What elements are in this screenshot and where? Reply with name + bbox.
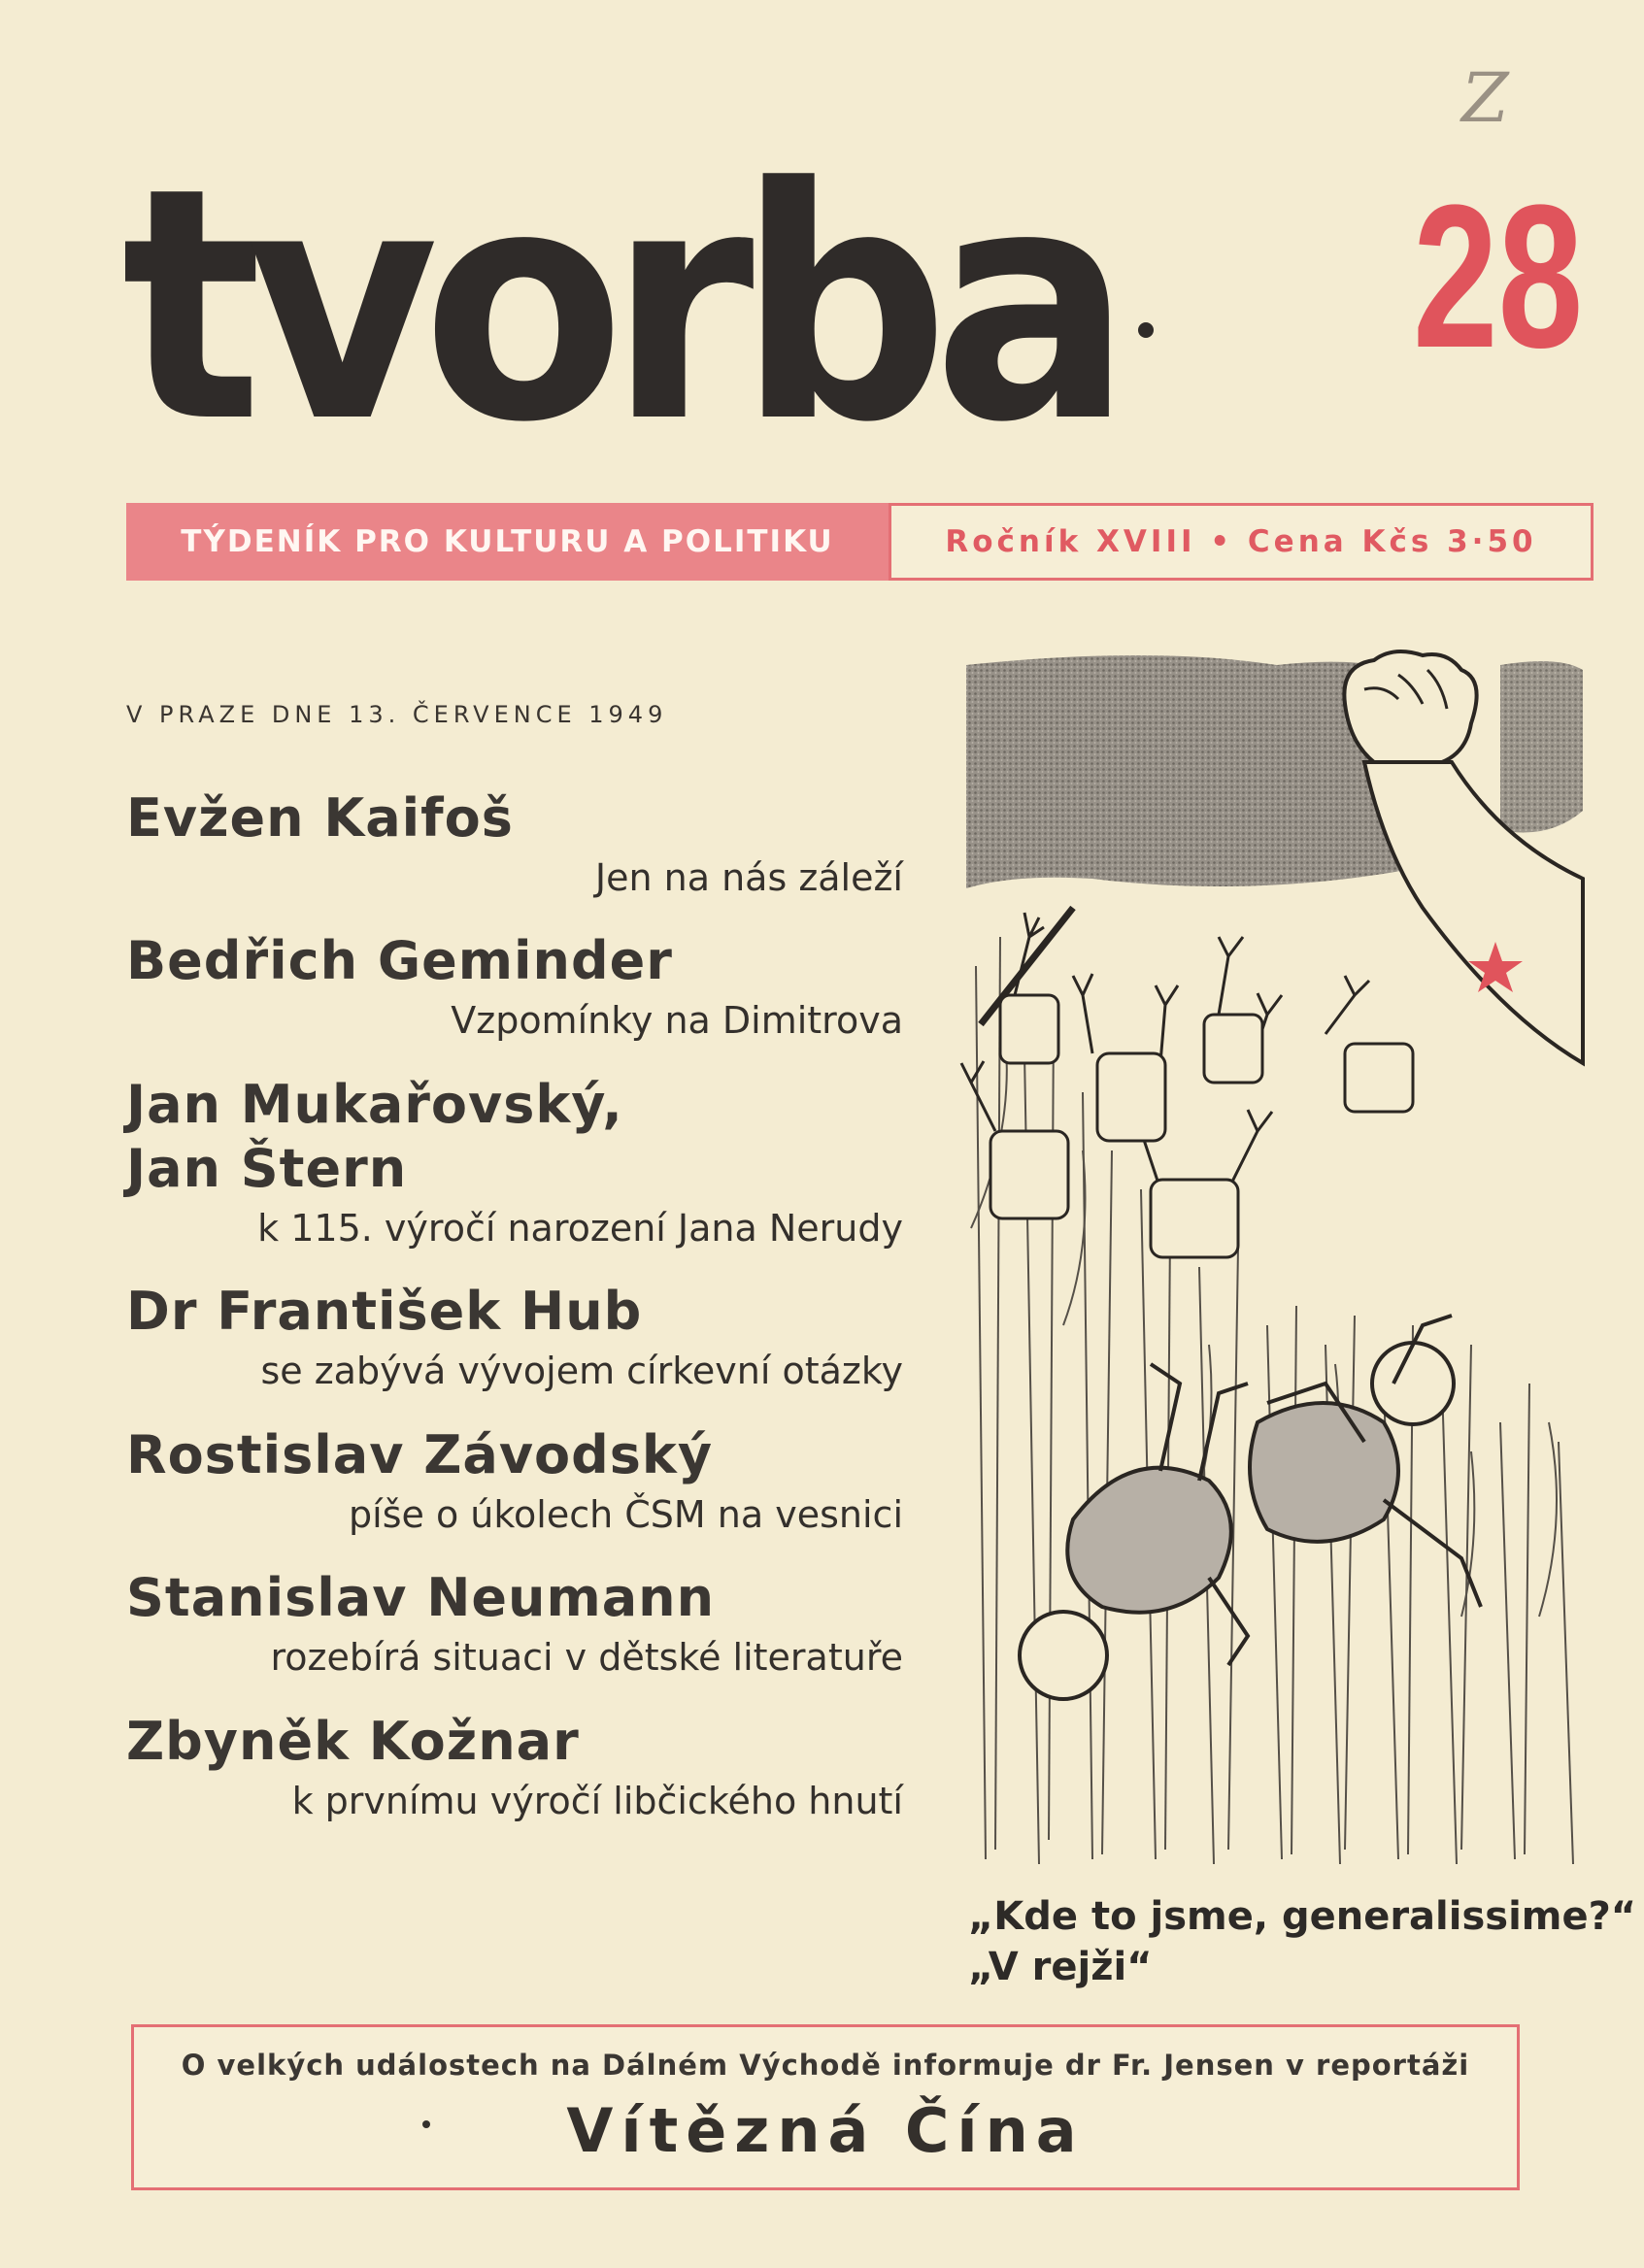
contents-list xyxy=(126,786,903,1852)
entry-author: Jan Mukařovský, Jan Štern xyxy=(126,1073,623,1199)
entry-author: Bedřich Geminder xyxy=(126,930,673,992)
caption-line-2: „V rejži“ xyxy=(968,1945,1153,1989)
entry-subtitle: se zabývá vývojem církevní otázky xyxy=(260,1350,903,1393)
volume-price: Ročník XVIII • Cena Kčs 3·50 xyxy=(889,503,1594,581)
strap-banner xyxy=(126,503,1588,581)
tagline: TÝDENÍK PRO KULTURU A POLITIKU xyxy=(126,503,889,581)
entry-author: Rostislav Závodský xyxy=(126,1423,714,1485)
masthead-title: tvorba xyxy=(121,119,1117,492)
entry-subtitle: píše o úkolech ČSM na vesnici xyxy=(349,1492,903,1536)
entry-subtitle: Vzpomínky na Dimitrova xyxy=(451,999,903,1043)
promo-bullet xyxy=(422,2120,430,2128)
entry-subtitle: Jen na nás záleží xyxy=(594,855,903,899)
contents-entry xyxy=(126,1073,903,1251)
contents-entry xyxy=(126,786,903,900)
promo-box xyxy=(131,2024,1520,2190)
masthead-dot xyxy=(1138,322,1154,338)
issue-number: 28 xyxy=(1413,162,1584,390)
entry-author: Evžen Kaifoš xyxy=(126,787,514,849)
contents-entry xyxy=(126,1566,903,1680)
dateline: V PRAZE DNE 13. ČERVENCE 1949 xyxy=(126,701,668,728)
entry-subtitle: k 115. výročí narození Jana Nerudy xyxy=(257,1206,903,1250)
entry-author: Zbyněk Kožnar xyxy=(126,1710,580,1772)
entry-subtitle: k prvnímu výročí libčického hnutí xyxy=(291,1779,903,1822)
contents-entry xyxy=(126,1423,903,1537)
contents-entry xyxy=(126,1280,903,1393)
promo-line: O velkých událostech na Dálném Východě informuje dr Fr. Jensen v reportáži xyxy=(181,2049,1470,2082)
promo-title: Vítězná Čína xyxy=(566,2095,1085,2166)
cartoon-caption xyxy=(968,1891,1637,1992)
entry-author: Stanislav Neumann xyxy=(126,1567,716,1629)
pencil-mark: Z xyxy=(1461,58,1509,138)
contents-entry xyxy=(126,1710,903,1823)
caption-line-1: „Kde to jsme, generalissime?“ xyxy=(968,1894,1637,1939)
entry-subtitle: rozebírá situaci v dětské literatuře xyxy=(270,1636,903,1680)
entry-author: Dr František Hub xyxy=(126,1281,643,1343)
contents-entry xyxy=(126,929,903,1043)
political-cartoon-illustration xyxy=(956,646,1588,1874)
